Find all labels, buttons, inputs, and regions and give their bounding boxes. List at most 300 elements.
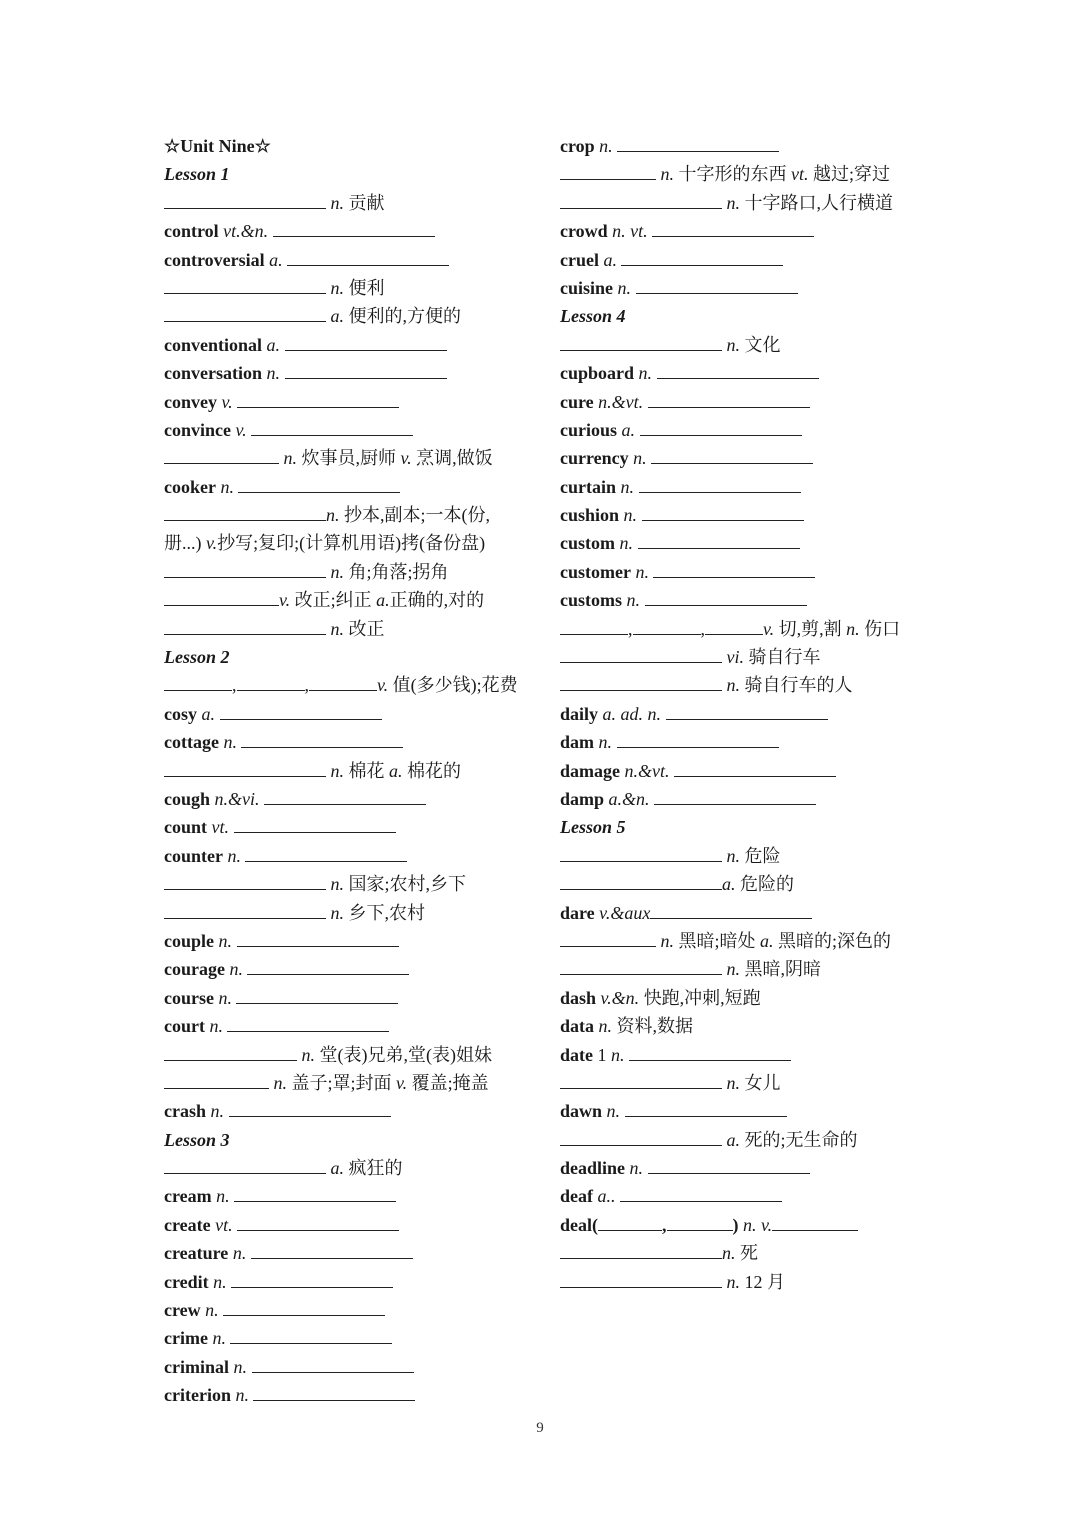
- part-of-speech: v.: [396, 1072, 412, 1093]
- part-of-speech: v.&n.: [596, 987, 644, 1008]
- headword: convince: [164, 419, 231, 440]
- headword: dam: [560, 732, 595, 753]
- answer-blank[interactable]: [238, 476, 400, 493]
- vocab-entry: [164, 813, 544, 841]
- vocab-entry: [164, 1239, 544, 1267]
- vocab-entry: [164, 671, 544, 699]
- vocab-entry: [164, 586, 544, 614]
- part-of-speech: a.: [376, 590, 390, 611]
- definition: 切,剪,割: [778, 618, 842, 639]
- vocab-entry: [560, 1041, 940, 1069]
- vocab-entry: [164, 1097, 544, 1125]
- answer-blank[interactable]: [560, 618, 628, 635]
- part-of-speech: n.: [269, 1072, 292, 1093]
- answer-blank[interactable]: [234, 1185, 396, 1202]
- vocab-entry: [560, 1069, 940, 1097]
- vocab-entry: [164, 217, 544, 245]
- vocab-entry: [560, 728, 940, 756]
- definition: 便利: [348, 277, 385, 298]
- part-of-speech: n.: [594, 136, 618, 156]
- part-of-speech: n.: [228, 1243, 251, 1264]
- headword: cosy: [164, 703, 197, 724]
- answer-blank[interactable]: [223, 1299, 385, 1316]
- answer-blank[interactable]: [251, 419, 413, 436]
- vocab-entry: [164, 927, 544, 955]
- answer-blank[interactable]: [648, 1157, 810, 1174]
- part-of-speech: n.: [630, 561, 654, 582]
- part-of-speech: a.: [326, 306, 349, 327]
- definition: 资料,数据: [616, 1016, 694, 1037]
- vocab-entry: [164, 984, 544, 1012]
- answer-blank[interactable]: [560, 192, 722, 209]
- part-of-speech: n.: [602, 1101, 625, 1122]
- definition: 十字形的东西: [678, 164, 791, 185]
- page-number: 9: [536, 1420, 544, 1436]
- answer-blank[interactable]: [164, 504, 326, 521]
- headword: course: [164, 987, 214, 1008]
- part-of-speech: v.: [217, 391, 238, 412]
- answer-blank[interactable]: [309, 674, 377, 691]
- answer-blank[interactable]: [247, 958, 409, 975]
- answer-blank[interactable]: [652, 220, 814, 237]
- part-of-speech: v.&aux: [594, 902, 651, 923]
- vocab-entry: [164, 501, 544, 529]
- answer-blank[interactable]: [237, 391, 399, 408]
- vocab-entry: [560, 1126, 940, 1154]
- vocab-entry: [560, 217, 940, 245]
- answer-blank[interactable]: [560, 845, 722, 862]
- part-of-speech: n.: [326, 874, 349, 895]
- definition: 十字路口,人行横道: [744, 192, 893, 213]
- answer-blank[interactable]: [560, 163, 656, 180]
- answer-blank[interactable]: [164, 760, 326, 777]
- vocab-entry: [560, 416, 940, 444]
- definition: 抄本,副本;一本(份,: [344, 505, 490, 526]
- answer-blank[interactable]: [164, 1072, 269, 1089]
- part-of-speech: a.: [262, 334, 285, 355]
- vocab-entry: [560, 444, 940, 472]
- vocab-entry: [164, 1296, 544, 1324]
- answer-blank[interactable]: [164, 561, 326, 578]
- answer-blank[interactable]: [164, 618, 326, 635]
- headword: cruel: [560, 249, 599, 270]
- definition: 改正: [348, 618, 385, 639]
- vocab-entry: [560, 1097, 940, 1125]
- answer-blank[interactable]: [227, 1015, 389, 1032]
- definition: 快跑,冲刺,短跑: [643, 987, 761, 1008]
- definition: 死的;无生命的: [744, 1129, 858, 1150]
- answer-blank[interactable]: [164, 589, 279, 606]
- vocab-entry: [164, 558, 544, 586]
- vocab-entry: [164, 785, 544, 813]
- vocab-entry: [560, 1154, 940, 1182]
- part-of-speech: n.: [722, 1271, 745, 1292]
- part-of-speech: n.: [224, 959, 248, 980]
- vocab-entry: [164, 331, 544, 359]
- answer-blank[interactable]: [285, 362, 447, 379]
- definition: 角;角落;拐角: [348, 561, 449, 582]
- answer-blank[interactable]: [560, 334, 722, 351]
- definition: ,: [232, 675, 237, 696]
- definition: 棉花的: [407, 760, 461, 781]
- definition: 册...): [164, 533, 206, 554]
- answer-blank[interactable]: [772, 1214, 858, 1231]
- vocab-entry: [560, 189, 940, 217]
- part-of-speech: n.: [230, 1385, 254, 1406]
- part-of-speech: v.: [377, 675, 393, 696]
- vocab-entry: [164, 1154, 544, 1182]
- answer-blank[interactable]: [674, 760, 836, 777]
- lesson-heading: Lesson 5: [560, 817, 626, 838]
- definition: 12 月: [744, 1271, 785, 1292]
- headword: cough: [164, 788, 211, 809]
- answer-blank[interactable]: [653, 561, 815, 578]
- part-of-speech: n.: [611, 1044, 629, 1065]
- vocab-entry: [164, 1041, 544, 1069]
- headword: deadline: [560, 1158, 626, 1179]
- part-of-speech: n.&vt.: [593, 391, 648, 412]
- headword: criterion: [164, 1385, 231, 1406]
- vocab-entry: [560, 870, 940, 898]
- headword: damp: [560, 788, 605, 809]
- answer-blank[interactable]: [164, 674, 232, 691]
- answer-blank[interactable]: [287, 249, 449, 266]
- vocab-entry: [164, 246, 544, 274]
- headword: create: [164, 1214, 211, 1235]
- answer-blank[interactable]: [264, 788, 426, 805]
- part-of-speech: n.: [594, 732, 617, 753]
- vocab-entry: [560, 785, 940, 813]
- part-of-speech: n.: [722, 675, 745, 696]
- vocab-entry: [560, 927, 940, 955]
- headword: deaf: [560, 1186, 593, 1207]
- lesson-heading: Lesson 3: [164, 1129, 230, 1150]
- answer-blank[interactable]: [620, 1185, 782, 1202]
- left-column: [164, 132, 544, 1410]
- answer-blank[interactable]: [629, 1044, 791, 1061]
- vocab-entry: [164, 444, 544, 472]
- answer-blank[interactable]: [650, 902, 812, 919]
- unit-title: ☆Unit Nine☆: [164, 136, 271, 156]
- right-column: [560, 132, 940, 1296]
- answer-blank[interactable]: [245, 845, 407, 862]
- part-of-speech: n.: [722, 1072, 745, 1093]
- answer-blank[interactable]: [560, 1242, 722, 1259]
- headword: crash: [164, 1101, 206, 1122]
- definition: 便利的,方便的: [348, 306, 461, 327]
- part-of-speech: v.: [279, 590, 295, 611]
- headword: daily: [560, 703, 599, 724]
- headword: deal(: [560, 1214, 598, 1235]
- part-of-speech: n.: [841, 618, 865, 639]
- vocab-entry: [560, 615, 940, 643]
- answer-blank[interactable]: [638, 532, 800, 549]
- part-of-speech: a.: [389, 760, 407, 781]
- part-of-speech: n.: [279, 448, 302, 469]
- part-of-speech: n.: [207, 1328, 231, 1349]
- answer-blank[interactable]: [666, 703, 828, 720]
- part-of-speech: v.: [206, 533, 218, 554]
- definition: 骑自行车: [748, 647, 821, 668]
- part-of-speech: n.: [326, 277, 349, 298]
- vocab-entry: [560, 501, 940, 529]
- vocab-entry: [164, 728, 544, 756]
- answer-blank[interactable]: [640, 419, 802, 436]
- definition: 国家;农村,乡下: [348, 874, 467, 895]
- part-of-speech: n.: [594, 1016, 617, 1037]
- definition: 贡献: [348, 192, 385, 213]
- vocab-entry: [164, 870, 544, 898]
- vocab-entry: [560, 473, 940, 501]
- part-of-speech: a..: [593, 1186, 620, 1207]
- answer-blank[interactable]: [651, 447, 813, 464]
- vocab-entry: [560, 160, 940, 188]
- headword: crime: [164, 1328, 208, 1349]
- vocab-entry: [164, 899, 544, 927]
- part-of-speech: n.: [326, 618, 349, 639]
- answer-blank[interactable]: [560, 646, 722, 663]
- vocab-entry: [560, 700, 940, 728]
- definition: ,: [628, 618, 633, 639]
- vocab-entry: [164, 615, 544, 643]
- headword: crowd: [560, 221, 608, 242]
- vocab-entry: [164, 1353, 544, 1381]
- vocab-entry: [164, 302, 544, 330]
- answer-blank[interactable]: [220, 703, 382, 720]
- vocab-entry: [560, 842, 940, 870]
- lesson-heading: Lesson 4: [560, 306, 626, 327]
- part-of-speech: n.: [326, 561, 349, 582]
- headword: damage: [560, 760, 620, 781]
- answer-blank[interactable]: [625, 1100, 787, 1117]
- answer-blank[interactable]: [234, 816, 396, 833]
- part-of-speech: a.: [722, 874, 740, 895]
- definition: 疯狂的: [348, 1158, 403, 1179]
- headword: customs: [560, 590, 622, 611]
- vocab-entry: [164, 1211, 544, 1239]
- headword: cure: [560, 391, 594, 412]
- part-of-speech: n.: [213, 987, 237, 1008]
- answer-blank[interactable]: [560, 958, 722, 975]
- definition: 堂(表)兄弟,堂(表)姐妹: [319, 1044, 492, 1065]
- part-of-speech: n.: [619, 505, 642, 526]
- vocab-entry: [560, 331, 940, 359]
- definition: 黑暗的;深色的: [778, 930, 892, 951]
- definition: 文化: [744, 334, 781, 355]
- vocab-entry: [560, 558, 940, 586]
- answer-blank[interactable]: [164, 902, 326, 919]
- vocab-entry: [560, 899, 940, 927]
- part-of-speech: n. v.: [738, 1214, 773, 1235]
- answer-blank[interactable]: [237, 930, 399, 947]
- answer-blank[interactable]: [657, 362, 819, 379]
- part-of-speech: vt.&n.: [218, 221, 273, 242]
- part-of-speech: a.: [326, 1158, 349, 1179]
- part-of-speech: vt.: [210, 1214, 238, 1235]
- headword: cushion: [560, 505, 620, 526]
- lesson-heading: Lesson 2: [164, 647, 230, 668]
- answer-blank[interactable]: [164, 305, 326, 322]
- answer-blank[interactable]: [617, 135, 779, 152]
- definition: 值(多少钱);花费: [392, 675, 518, 696]
- vocab-entry: [164, 359, 544, 387]
- headword: criminal: [164, 1356, 229, 1377]
- part-of-speech: a.: [598, 249, 622, 270]
- definition: 黑暗;暗处: [678, 930, 761, 951]
- definition: 抄写;复印;(计算机用语)拷(备份盘): [217, 533, 486, 554]
- answer-blank[interactable]: [639, 476, 801, 493]
- vocab-entry: [164, 274, 544, 302]
- part-of-speech: n.&vi.: [210, 788, 265, 809]
- answer-blank[interactable]: [229, 1100, 391, 1117]
- vocab-entry: [164, 1268, 544, 1296]
- definition: ,: [304, 675, 309, 696]
- answer-blank[interactable]: [636, 277, 798, 294]
- answer-blank[interactable]: [251, 1242, 413, 1259]
- part-of-speech: n.: [211, 1186, 235, 1207]
- headword: control: [164, 221, 219, 242]
- vocab-entry: [560, 1182, 940, 1210]
- part-of-speech: n.: [326, 902, 349, 923]
- answer-blank[interactable]: [252, 1356, 414, 1373]
- answer-blank[interactable]: [621, 249, 783, 266]
- part-of-speech: a.: [760, 930, 779, 951]
- answer-blank[interactable]: [164, 192, 326, 209]
- part-of-speech: v.: [231, 419, 252, 440]
- answer-blank[interactable]: [598, 1214, 662, 1231]
- part-of-speech: n.: [613, 277, 636, 298]
- vocab-entry: [560, 1211, 940, 1239]
- vocab-entry: [164, 416, 544, 444]
- headword: dawn: [560, 1101, 603, 1122]
- vocab-entry: [560, 132, 940, 160]
- part-of-speech: n.: [262, 363, 285, 384]
- headword: date: [560, 1044, 593, 1065]
- vocab-entry: [560, 1268, 940, 1296]
- vocab-entry: [164, 1012, 544, 1040]
- answer-blank[interactable]: [705, 618, 763, 635]
- vocab-entry: [560, 1239, 940, 1267]
- part-of-speech: a.: [617, 419, 640, 440]
- vocab-entry: [164, 1381, 544, 1409]
- headword: controversial: [164, 249, 265, 270]
- answer-blank[interactable]: [164, 1157, 326, 1174]
- definition: 棉花: [348, 760, 389, 781]
- answer-blank[interactable]: [237, 1214, 399, 1231]
- answer-blank[interactable]: [667, 1214, 733, 1231]
- headword: dare: [560, 902, 595, 923]
- lesson-heading: Lesson 1: [164, 164, 230, 185]
- headword: ,: [662, 1214, 667, 1235]
- part-of-speech: n.: [204, 1016, 228, 1037]
- headword: conventional: [164, 334, 263, 355]
- vocab-entry: [560, 757, 940, 785]
- vocab-entry: [164, 1069, 544, 1097]
- definition: 女儿: [744, 1072, 781, 1093]
- answer-blank[interactable]: [253, 1384, 415, 1401]
- headword: dash: [560, 987, 597, 1008]
- vocab-entry: [560, 388, 940, 416]
- answer-blank[interactable]: [642, 504, 804, 521]
- definition: 乡下,农村: [348, 902, 425, 923]
- definition: 危险: [744, 845, 781, 866]
- answer-blank[interactable]: [645, 589, 807, 606]
- part-of-speech: n.: [722, 959, 745, 980]
- part-of-speech: a.: [722, 1129, 745, 1150]
- answer-blank[interactable]: [237, 674, 305, 691]
- definition: 正确的,对的: [389, 590, 485, 611]
- answer-blank[interactable]: [560, 1072, 722, 1089]
- answer-blank[interactable]: [273, 220, 435, 237]
- answer-blank[interactable]: [560, 873, 722, 890]
- answer-blank[interactable]: [633, 618, 701, 635]
- vocab-entry: [164, 529, 544, 557]
- part-of-speech: n.: [616, 476, 639, 497]
- headword: data: [560, 1016, 595, 1037]
- answer-blank[interactable]: [164, 873, 326, 890]
- vocab-entry: [560, 1012, 940, 1040]
- part-of-speech: n.: [208, 1271, 232, 1292]
- part-of-speech: v.: [400, 448, 417, 469]
- part-of-speech: vi.: [722, 647, 749, 668]
- part-of-speech: n.: [215, 476, 239, 497]
- answer-blank[interactable]: [164, 1044, 297, 1061]
- answer-blank[interactable]: [560, 674, 722, 691]
- answer-blank[interactable]: [654, 788, 816, 805]
- part-of-speech: n. vt.: [607, 221, 653, 242]
- headword: credit: [164, 1271, 209, 1292]
- answer-blank[interactable]: [617, 731, 779, 748]
- answer-blank[interactable]: [560, 1129, 722, 1146]
- definition: 伤口: [864, 618, 901, 639]
- headword: crop: [560, 136, 595, 156]
- definition: ,: [700, 618, 705, 639]
- vocab-entry: [560, 274, 940, 302]
- vocab-entry: [164, 700, 544, 728]
- answer-blank[interactable]: [560, 930, 656, 947]
- answer-blank[interactable]: [241, 731, 403, 748]
- part-of-speech: n.: [622, 590, 645, 611]
- answer-blank[interactable]: [285, 334, 447, 351]
- definition: 改正;纠正: [294, 590, 377, 611]
- part-of-speech: n.: [625, 1158, 648, 1179]
- vocab-entry: [560, 586, 940, 614]
- part-of-speech: n.: [722, 192, 745, 213]
- answer-blank[interactable]: [236, 987, 398, 1004]
- part-of-speech: a. ad. n.: [598, 703, 666, 724]
- part-of-speech: n.: [229, 1356, 252, 1377]
- answer-blank[interactable]: [164, 277, 326, 294]
- answer-blank[interactable]: [231, 1271, 393, 1288]
- vocab-entry: [560, 246, 940, 274]
- part-of-speech: n.&vt.: [620, 760, 674, 781]
- vocab-entry: [560, 359, 940, 387]
- answer-blank[interactable]: [230, 1327, 392, 1344]
- headword: convey: [164, 391, 217, 412]
- part-of-speech: a.: [264, 249, 288, 270]
- part-of-speech: n.: [326, 760, 349, 781]
- part-of-speech: n.: [218, 732, 242, 753]
- answer-blank[interactable]: [648, 391, 810, 408]
- headword: court: [164, 1016, 205, 1037]
- headword: customer: [560, 561, 631, 582]
- headword: curious: [560, 419, 618, 440]
- headword: crew: [164, 1300, 201, 1321]
- vocab-entry: [164, 842, 544, 870]
- answer-blank[interactable]: [164, 447, 279, 464]
- headword: custom: [560, 533, 615, 554]
- answer-blank[interactable]: [560, 1271, 722, 1288]
